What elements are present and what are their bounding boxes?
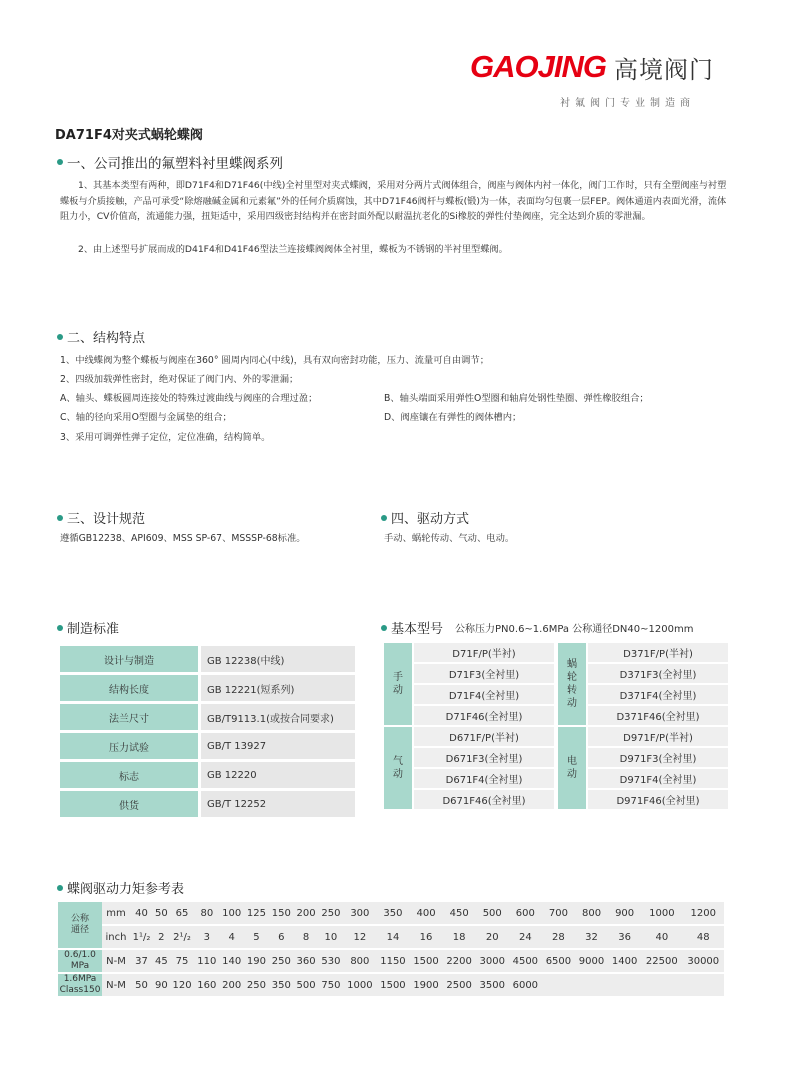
torque-mm-row-cell: 50 <box>153 902 170 924</box>
torque-inch-row-unit: inch <box>102 926 130 948</box>
torque-mm-row-cell: 150 <box>269 902 294 924</box>
torque-row-2-cell: 160 <box>194 974 219 996</box>
torque-row-2 <box>58 974 724 996</box>
model-cell: D971F3(全衬里) <box>588 748 728 767</box>
standards-key: 法兰尺寸 <box>60 704 198 730</box>
torque-inch-row-cell: 16 <box>410 926 443 948</box>
section2-title: 二、结构特点 <box>67 331 146 346</box>
torque-row-2-cell: 350 <box>269 974 294 996</box>
standards-key: 结构长度 <box>60 675 198 701</box>
feature-line-c: C、轴的径向采用O型圈与金属垫的组合； <box>60 412 232 423</box>
models-grid <box>384 643 726 811</box>
section3-text: 遵循GB12238、API609、MSS SP-67、MSSSP-68标准。 <box>60 533 306 544</box>
standards-value: GB 12220 <box>198 762 355 788</box>
standards-value: GB/T 13927 <box>198 733 355 759</box>
model-cell: D371F4(全衬里) <box>588 685 728 704</box>
torque-row-2-cell: 120 <box>170 974 195 996</box>
torque-row-1-cell: 45 <box>153 950 170 972</box>
torque-inch-row-cell: 18 <box>443 926 476 948</box>
bullet-dot-icon <box>381 625 387 631</box>
torque-row-1-label: 0.6/1.0 MPa <box>58 950 102 972</box>
section1-heading <box>57 152 283 172</box>
brand-name-en: GAOJING <box>470 49 606 84</box>
standards-key: 标志 <box>60 762 198 788</box>
torque-row-2-cell: 1500 <box>376 974 409 996</box>
torque-mm-row <box>58 902 724 924</box>
torque-row-1-cell: 250 <box>269 950 294 972</box>
torque-inch-row-cell: 40 <box>641 926 682 948</box>
standards-row <box>60 762 355 788</box>
torque-inch-row-cell: 48 <box>683 926 724 948</box>
torque-row-1-cell: 110 <box>194 950 219 972</box>
torque-inch-row-cell: 36 <box>608 926 641 948</box>
torque-mm-row-cell: 300 <box>343 902 376 924</box>
model-cell: D971F4(全衬里) <box>588 769 728 788</box>
torque-mm-row-cell: 125 <box>244 902 269 924</box>
bullet-dot-icon <box>57 885 63 891</box>
torque-row-2-cell: 6000 <box>509 974 542 996</box>
torque-row-2-cell: 750 <box>319 974 344 996</box>
model-cell: D371F/P(半衬) <box>588 643 728 662</box>
product-title: DA71F4对夹式蜗轮蝶阀 <box>55 128 203 143</box>
bullet-dot-icon <box>57 334 63 340</box>
section4-title: 四、驱动方式 <box>391 512 470 527</box>
model-group-label: 电 动 <box>558 727 586 809</box>
torque-mm-row-label: 公称 通径 <box>58 902 102 948</box>
torque-mm-row-cell: 1200 <box>683 902 724 924</box>
torque-row-1-cell: 2200 <box>443 950 476 972</box>
torque-inch-row-cell: 5 <box>244 926 269 948</box>
section1-paragraph-2: 2、由上述型号扩展而成的D41F4和D41F46型法兰连接蝶阀阀体全衬里，蝶板为不锈钢的半衬里型蝶阀。 <box>78 244 508 255</box>
torque-inch-row-cell: 2 <box>153 926 170 948</box>
standards-table <box>60 643 355 820</box>
torque-row-2-cell: 50 <box>130 974 153 996</box>
torque-row-1-cell: 4500 <box>509 950 542 972</box>
models-subtitle: 公称压力PN0.6~1.6MPa 公称通径DN40~1200mm <box>455 624 694 635</box>
torque-row-2-cell: 2500 <box>443 974 476 996</box>
standards-row <box>60 791 355 817</box>
standards-row <box>60 704 355 730</box>
torque-mm-row-cell: 900 <box>608 902 641 924</box>
torque-mm-row-cell: 800 <box>575 902 608 924</box>
torque-row-1-cell: 1500 <box>410 950 443 972</box>
bullet-dot-icon <box>57 159 63 165</box>
standards-key: 设计与制造 <box>60 646 198 672</box>
torque-table <box>58 900 724 998</box>
torque-inch-row-cell: 4 <box>219 926 244 948</box>
torque-row-2-cell: 200 <box>219 974 244 996</box>
torque-mm-row-cell: 100 <box>219 902 244 924</box>
torque-mm-row-cell: 400 <box>410 902 443 924</box>
standards-row <box>60 646 355 672</box>
torque-mm-row-cell: 450 <box>443 902 476 924</box>
feature-line-d: D、阀座镶在有弹性的阀体槽内； <box>384 412 522 423</box>
torque-row-2-cell: 3500 <box>476 974 509 996</box>
section1-paragraph-1: 1、其基本类型有两种，即D71F4和D71F46(中线)全衬里型对夹式蝶阀，采用对分两片式阀体组合，阀座与阀体内衬一体化，阀门工作时，只有全塑阀座与衬塑蝶板与介质接触，产品可承受“除熔融碱金属和元素氟”外的任何介质腐蚀，其中D71F46阀杆与蝶板(锻)为一体，表面均匀包裹一层FEP。阀体通道内表面光滑，流体阻力小，CV价值高，流通能力强，扭矩适中，采用四级密封结构并在密封面外配以耐温抗老化的Si橡胶的弹性付垫阀座，完全达到介质的零泄漏。 <box>60 180 727 222</box>
torque-row-1-cell: 37 <box>130 950 153 972</box>
models-heading <box>381 618 693 637</box>
standards-value: GB/T9113.1(或按合同要求) <box>198 704 355 730</box>
standards-row <box>60 675 355 701</box>
model-group-label: 蜗 轮 转 动 <box>558 643 586 725</box>
model-cell: D71F/P(半衬) <box>414 643 554 662</box>
torque-row-1-cell: 800 <box>343 950 376 972</box>
standards-row <box>60 733 355 759</box>
brand-slogan: 衬氟阀门专业制造商 <box>560 98 695 109</box>
torque-mm-row-cell: 80 <box>194 902 219 924</box>
torque-row-1-cell: 75 <box>170 950 195 972</box>
torque-row-1-cell: 30000 <box>683 950 724 972</box>
torque-inch-row-cell: 28 <box>542 926 575 948</box>
feature-line-2: 2、四级加载弹性密封，绝对保证了阀门内、外的零泄漏； <box>60 374 299 385</box>
torque-inch-row-cell: 24 <box>509 926 542 948</box>
torque-row-1-cell: 6500 <box>542 950 575 972</box>
torque-row-1-cell: 190 <box>244 950 269 972</box>
torque-row-1-cell: 22500 <box>641 950 682 972</box>
torque-inch-row-cell: 1¹/₂ <box>130 926 153 948</box>
model-group-label: 手 动 <box>384 643 412 725</box>
section1-title: 一、公司推出的氟塑料衬里蝶阀系列 <box>67 156 283 172</box>
torque-row-1-cell: 1400 <box>608 950 641 972</box>
section4-text: 手动、蜗轮传动、气动、电动。 <box>384 533 515 544</box>
torque-inch-row-cell: 2¹/₂ <box>170 926 195 948</box>
torque-row-2-cell <box>641 974 682 996</box>
torque-row-1-cell: 9000 <box>575 950 608 972</box>
torque-inch-row-cell: 8 <box>294 926 319 948</box>
torque-inch-row-cell: 14 <box>376 926 409 948</box>
model-group-label: 气 动 <box>384 727 412 809</box>
torque-inch-row-cell: 10 <box>319 926 344 948</box>
torque-row-1-cell: 1150 <box>376 950 409 972</box>
bullet-dot-icon <box>57 625 63 631</box>
model-cell: D371F46(全衬里) <box>588 706 728 725</box>
torque-mm-row-cell: 1000 <box>641 902 682 924</box>
torque-mm-row-cell: 40 <box>130 902 153 924</box>
torque-mm-row-unit: mm <box>102 902 130 924</box>
feature-line-b: B、轴头端面采用弹性O型圈和轴肩处钢性垫圈、弹性橡胶组合； <box>384 393 649 404</box>
torque-mm-row-cell: 250 <box>319 902 344 924</box>
model-cell: D671F/P(半衬) <box>414 727 554 746</box>
torque-mm-row-cell: 200 <box>294 902 319 924</box>
model-cell: D971F46(全衬里) <box>588 790 728 809</box>
torque-row-2-label: 1.6MPa Class150 <box>59 974 101 995</box>
model-cell: D671F3(全衬里) <box>414 748 554 767</box>
torque-title: 蝶阀驱动力矩参考表 <box>67 882 185 897</box>
torque-row-2-cell: 1900 <box>410 974 443 996</box>
torque-inch-row-cell: 20 <box>476 926 509 948</box>
torque-row-1-cell: 140 <box>219 950 244 972</box>
section3-title: 三、设计规范 <box>67 512 146 527</box>
bullet-dot-icon <box>381 515 387 521</box>
standards-heading <box>57 618 119 637</box>
torque-row-1-cell: 530 <box>319 950 344 972</box>
model-cell: D371F3(全衬里) <box>588 664 728 683</box>
torque-mm-row-cell: 350 <box>376 902 409 924</box>
torque-row-2-cell <box>608 974 641 996</box>
feature-line-a: A、轴头、蝶板圆周连接处的特殊过渡曲线与阀座的合理过盈； <box>60 393 318 404</box>
torque-row-2-cell: 90 <box>153 974 170 996</box>
model-cell: D671F46(全衬里) <box>414 790 554 809</box>
standards-key: 供货 <box>60 791 198 817</box>
bullet-dot-icon <box>57 515 63 521</box>
models-title: 基本型号 <box>391 622 444 637</box>
standards-key: 压力试验 <box>60 733 198 759</box>
torque-inch-row-cell: 6 <box>269 926 294 948</box>
torque-mm-row-cell: 700 <box>542 902 575 924</box>
torque-mm-row-cell: 65 <box>170 902 195 924</box>
model-cell: D71F3(全衬里) <box>414 664 554 683</box>
standards-value: GB 12221(短系列) <box>198 675 355 701</box>
standards-title: 制造标准 <box>67 622 120 637</box>
standards-value: GB 12238(中线) <box>198 646 355 672</box>
torque-row-1-cell: 360 <box>294 950 319 972</box>
standards-value: GB/T 12252 <box>198 791 355 817</box>
torque-row-2-cell <box>542 974 575 996</box>
torque-mm-row-cell: 600 <box>509 902 542 924</box>
section3-heading <box>57 508 145 527</box>
torque-row-1-unit: N-M <box>102 950 130 972</box>
torque-row-2-unit: N-M <box>102 974 130 996</box>
model-cell: D71F4(全衬里) <box>414 685 554 704</box>
brand-name-cn: 高境阀门 <box>613 55 714 84</box>
torque-row-2-cell: 500 <box>294 974 319 996</box>
torque-inch-row <box>58 926 724 948</box>
torque-row-1 <box>58 950 724 972</box>
torque-inch-row-cell: 32 <box>575 926 608 948</box>
torque-mm-row-cell: 500 <box>476 902 509 924</box>
torque-inch-row-cell: 12 <box>343 926 376 948</box>
torque-heading <box>57 878 184 897</box>
torque-row-2-cell: 1000 <box>343 974 376 996</box>
feature-line-3: 3、采用可调弹性弹子定位，定位准确，结构简单。 <box>60 432 271 443</box>
model-cell: D71F46(全衬里) <box>414 706 554 725</box>
torque-row-1-cell: 3000 <box>476 950 509 972</box>
model-cell: D971F/P(半衬) <box>588 727 728 746</box>
brand-logo <box>470 50 730 84</box>
section2-heading <box>57 327 145 346</box>
torque-row-2-cell: 250 <box>244 974 269 996</box>
torque-inch-row-cell: 3 <box>194 926 219 948</box>
feature-line-1: 1、中线蝶阀为整个蝶板与阀座在360° 圆周内同心(中线)，具有双向密封功能，压力、流量可自由调节； <box>60 355 489 366</box>
section4-heading <box>381 508 469 527</box>
torque-row-2-cell <box>575 974 608 996</box>
torque-row-2-cell <box>683 974 724 996</box>
model-cell: D671F4(全衬里) <box>414 769 554 788</box>
